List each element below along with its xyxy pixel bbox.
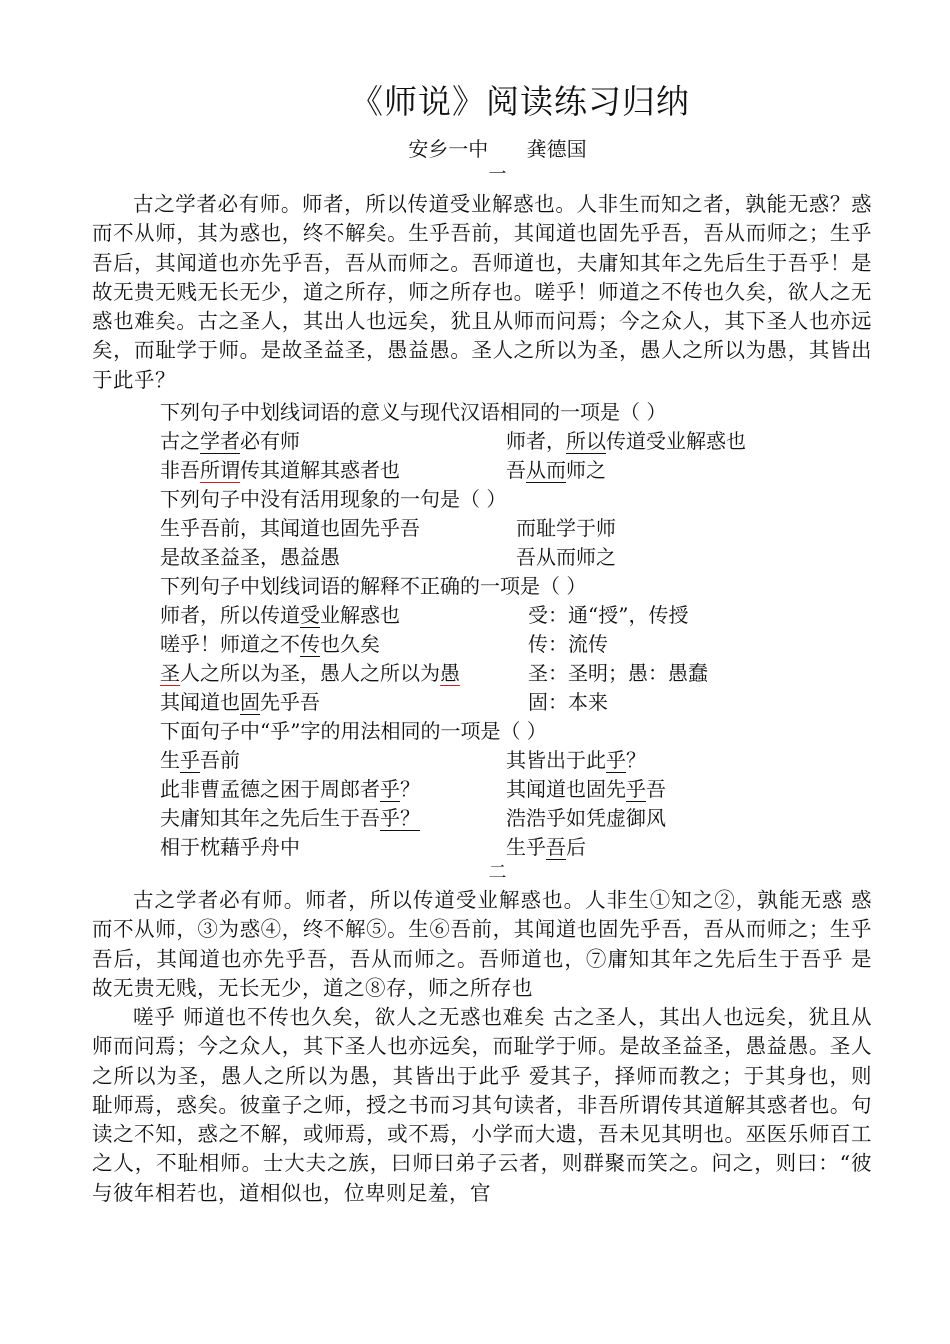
question-3-sentence-a: 师者，所以传道受业解惑也 — [160, 603, 400, 627]
question-2-option-c: 是故圣益圣，愚益愚 — [160, 545, 340, 569]
question-1-option-c: 非吾所谓传其道解其惑者也 — [160, 458, 400, 482]
question-3-sentence-c: 圣人之所以为圣，愚人之所以为愚 — [160, 661, 460, 685]
question-4-stem: 下面句子中“乎”字的用法相同的一项是（ ） — [160, 719, 547, 743]
question-3-sentence-b: 嗟乎！师道之不传也久矣 — [160, 632, 380, 656]
section-two-paragraph-2: 嗟乎 师道也不传也久矣，欲人之无惑也难矣 古之圣人，其出人也远矣，犹且从师而问焉；今之众人，其下圣人也亦远矣，而耻学于师。是故圣益圣，愚益愚。圣人之所以为圣，愚人之所以为愚，其皆出于此乎 爱其子，择师而教之；于其身也，则耻师焉，惑矣。彼童子之师，授之书而习其句读者，非吾所谓传其道解其惑者也。句读之不知，惑之不解，或师焉，或不焉，小学而大遗，吾未见其明也。巫医乐师百工之人，不耻相师。士大夫之族，曰师曰弟子云者，则群聚而笑之。问之，则曰：“彼与彼年相若也，道相似也，位卑则足羞，官 — [92, 1005, 872, 1205]
question-4-option-d2: 生乎吾后 — [506, 835, 586, 859]
underlined-word: 乎 — [180, 748, 200, 772]
underlined-word: 传 — [300, 632, 320, 656]
document-title: 《师说》阅读练习归纳 — [350, 82, 690, 121]
question-1-option-b: 师者，所以传道受业解惑也 — [506, 429, 746, 453]
underlined-word: 受 — [300, 603, 320, 627]
question-4-option-c2: 浩浩乎如凭虚御风 — [506, 806, 666, 830]
author-line — [0, 133, 950, 162]
question-3-gloss-b: 传：流传 — [528, 632, 608, 656]
section-one-passage: 古之学者必有师。师者，所以传道受业解惑也。人非生而知之者，孰能无惑？惑而不从师，其为惑也，终不解矣。生乎吾前，其闻道也固先乎吾，吾从而师之；生乎吾后，其闻道也亦先乎吾，吾从而师之。吾师道也，夫庸知其年之先后生于吾乎！是故无贵无贱无长无少，道之所存，师之所存也。嗟乎！师道之不传也久矣，欲人之无惑也难矣。古之圣人，其出人也远矣，犹且从师而问焉；今之众人，其下圣人也亦远矣，而耻学于师。是故圣益圣，愚益愚。圣人之所以为圣，愚人之所以为愚，其皆出于此乎？ — [92, 192, 872, 392]
question-2-stem: 下列句子中没有活用现象的一句是（ ） — [160, 487, 507, 511]
underlined-word: 乎 — [606, 748, 626, 772]
section-one-marker: 一 — [488, 164, 507, 185]
underlined-word: 圣 — [160, 661, 180, 685]
underlined-word: 乎？ — [380, 806, 420, 830]
author-school: 安乡一中 — [408, 137, 489, 161]
underlined-word: 学者 — [200, 429, 240, 453]
question-4-option-b1: 此非曹孟德之困于周郎者乎？ — [160, 777, 420, 801]
question-3-sentence-d: 其闻道也固先乎吾 — [160, 690, 320, 714]
underlined-word: 乎 — [626, 777, 646, 801]
question-2-option-d: 吾从而师之 — [516, 545, 616, 569]
underlined-word: 乎 — [380, 777, 400, 801]
question-4-option-b2: 其闻道也固先乎吾 — [506, 777, 666, 801]
question-3-gloss-a: 受：通“授”，传授 — [528, 603, 689, 627]
underlined-word: 固 — [240, 690, 260, 714]
question-4-option-c1: 夫庸知其年之先后生于吾乎？ — [160, 806, 420, 830]
question-1-stem: 下列句子中划线词语的意义与现代汉语相同的一项是（ ） — [160, 400, 667, 424]
question-4-option-a1: 生乎吾前 — [160, 748, 240, 772]
section-two-marker: 二 — [488, 862, 507, 883]
question-2-option-a: 生乎吾前，其闻道也固先乎吾 — [160, 516, 420, 540]
underlined-word: 愚 — [440, 661, 460, 685]
question-3-gloss-c: 圣：圣明；愚：愚蠢 — [528, 661, 708, 685]
question-1-option-d: 吾从而师之 — [506, 458, 606, 482]
question-3-stem: 下列句子中划线词语的解释不正确的一项是（ ） — [160, 574, 587, 598]
author-name: 龚德国 — [526, 137, 587, 161]
question-4-option-d1: 相于枕藉乎舟中 — [160, 835, 300, 859]
underlined-word: 吾 — [546, 835, 566, 859]
underlined-word: 从而 — [526, 458, 566, 482]
underlined-word: 所以 — [566, 429, 606, 453]
question-2-option-b: 而耻学于师 — [516, 516, 616, 540]
section-two-paragraph-1: 古之学者必有师。师者，所以传道受业解惑也。人非生①知之②，孰能无惑 惑而不从师，③为惑④，终不解⑤。生⑥吾前，其闻道也固先乎吾，吾从而师之；生乎吾后，其闻道也亦先乎吾，吾从而师之。吾师道也，⑦庸知其年之先后生于吾乎 是故无贵无贱，无长无少，道之⑧存，师之所存也 — [92, 888, 872, 1000]
question-1-option-a: 古之学者必有师 — [160, 429, 300, 453]
underlined-word: 所谓 — [200, 458, 240, 482]
question-4-option-a2: 其皆出于此乎？ — [506, 748, 646, 772]
question-3-gloss-d: 固：本来 — [528, 690, 608, 714]
